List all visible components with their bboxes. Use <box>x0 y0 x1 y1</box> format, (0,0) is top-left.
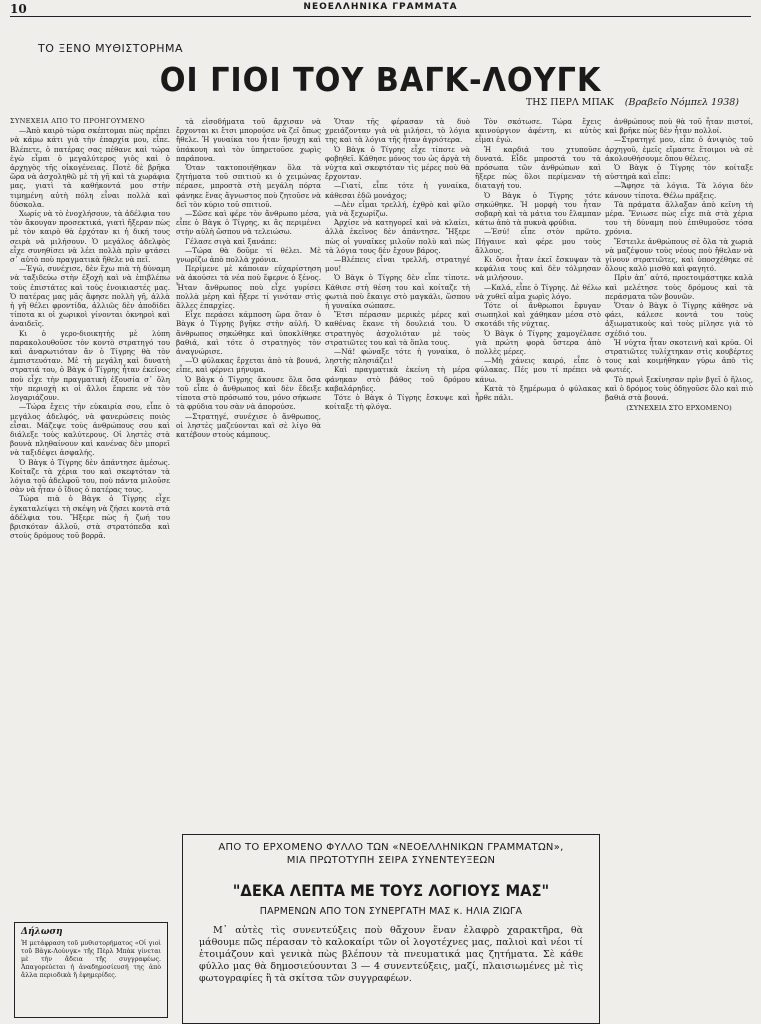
promo-box <box>182 834 600 1024</box>
paragraph: τὰ εἰσοδήματα τοῦ ἄρχισαν νὰ ἔρχονται κι ἔτσι μπορούσε νὰ ζεῖ ὅπως ἤθελε. Ἡ γυναίκα του ἦταν ἥσυχη καὶ ὑπάκουη καὶ τὸν ὑπηρετοῦσε χωρὶς παράπονα. <box>176 117 321 163</box>
paragraph: Ἡ καρδιά του χτυποῦσε δυνατά. Εἶδε μπροστά του τὰ πρόσωπα τῶν ἀνθρώπων καὶ ἤξερε πὼς ὅλοι περίμεναν τὴ διαταγή του. <box>475 144 601 191</box>
paragraph: Κι ὁ γερο-διοικητὴς μὲ λύπη παρακολουθοῦσε τὸν κοντὸ στρατηγό του καὶ ἀναρωτιόταν ἂν ὁ Τίγρης θὰ τὸν ἐμπιστευόταν. Μὲ τὴ μεγάλη καὶ δυνατὴ στρατιά του, ὁ Βὰγκ ὁ Τίγρης ἦταν ἐκεῖνος ποὺ εἶχε τὴν πραγματικὴ ἐξουσία σ᾿ ὅλη τὴν περιοχὴ κι οἱ ἄλλοι ἔπρεπε νὰ τὸν λογαριάζουν. <box>10 328 170 403</box>
paragraph: Καὶ πραγματικὰ ἐκείνη τὴ μέρα φάνηκαν στὸ βάθος τοῦ δρόμου καβαλάρηδες. <box>325 365 470 393</box>
paragraph: —Στρατηγέ μου, εἶπε ὁ ἀνιψιὸς τοῦ ἀρχηγοῦ, ἐμεῖς εἴμαστε ἕτοιμοι νὰ σὲ ἀκολουθήσουμε ὅπου θέλεις. <box>605 135 753 163</box>
paragraph: —Δὲν εἶμαι τρελλή, ἐχθρὸ καὶ φίλο γιὰ νὰ ξεχωρίζω. <box>325 199 470 219</box>
paragraph: —Ὁ φύλακας ἔρχεται ἀπὸ τὰ βουνά, εἶπε, καὶ φέρνει μήνυμα. <box>176 356 321 375</box>
promo-lead-line-1: ΑΠΟ ΤΟ ΕΡΧΟΜΕΝΟ ΦΥΛΛΟ ΤΩΝ «ΝΕΟΕΛΛΗΝΙΚΩΝ ΓΡΑΜΜΑΤΩΝ», <box>218 842 564 853</box>
author-line <box>526 97 739 108</box>
paragraph: Τὸ πρωὶ ξεκίνησαν πρὶν βγεῖ ὁ ἥλιος, καὶ ὁ δρόμος τοὺς ὁδηγοῦσε ὅλο καὶ πιὸ βαθιὰ στὰ βουνά. <box>605 374 753 403</box>
paragraph: Χωρίς νὰ τὸ ἐνοχλήσουν, τὰ ἀδέλφια του τὸν ἄκουγαν προσεκτικά, γιατὶ ἤξεραν πὼς μὲ τὸν καιρὸ θὰ ἐρχόταν κι ἡ δική τους σειρὰ νὰ μιλήσουν. Ὁ μεγάλος ἀδελφὸς εἶχε συνηθίσει νὰ λέει πολλὰ πρὶν φτάσει σ᾿ αὐτὸ ποὺ πραγματικὰ ἤθελε νὰ πεῖ. <box>10 209 170 265</box>
paragraph: Τότε ὁ Βὰγκ ὁ Τίγρης ἔσκυψε καὶ κοίταξε τὴ φλόγα. <box>325 393 470 412</box>
paragraph: Κατὰ τὸ ξημέρωμα ὁ φύλακας ἦρθε πάλι. <box>475 383 601 403</box>
paragraph: Περίμενε μὲ κάποιαν εὐχαρίστηση νὰ ἀκούσει τὰ νέα ποὺ ἔφερνε ὁ ξένος. Ἦταν ἄνθρωπος ποὺ εἶχε γυρίσει πολλὰ μέρη καὶ ἤξερε τί γινόταν στὶς ἄλλες ἐπαρχίες. <box>176 264 321 311</box>
award-note: (Βραβεῖο Νόμπελ 1938) <box>624 97 739 108</box>
section-label: ΤΟ ΞΕΝΟ ΜΥΘΙΣΤΟΡΗΜΑ <box>38 42 184 55</box>
promo-subtitle: ΠΑΡΜΕΝΩΝ ΑΠΟ ΤΟΝ ΣΥΝΕΡΓΑΤΗ ΜΑΣ κ. ΗΛΙΑ ΖΙΩΓΑ <box>259 906 523 917</box>
paragraph: Ἀρχίσε νὰ κατηγορεῖ καὶ νὰ κλαίει, ἀλλὰ ἐκεῖνος δὲν ἀπάντησε. Ἤξερε πὼς οἱ γυναῖκες μιλοῦν πολὺ καὶ πὼς τὰ λόγια τους δὲν ἔχουν βάρος. <box>325 218 470 255</box>
paragraph: Ὁ Βὰγκ ὁ Τίγρης δὲν ἀπάντησε ἀμέσως. Κοίταζε τὰ χέρια του καὶ σκεφτόταν τὰ λόγια τοῦ ἀδελφοῦ του, ποὺ πάντα μιλοῦσε σὰν νὰ ἦταν ὁ ἴδιος ὁ πατέρας τους. <box>10 457 170 495</box>
text-column-4 <box>475 117 601 827</box>
text-column-3 <box>325 117 470 827</box>
paragraph: —Σῶσε καὶ φέρε τὸν ἄνθρωπο μέσα, εἶπε ὁ Βὰγκ ὁ Τίγρης, κι ἂς περιμένει στὴν αὐλὴ ὥσπου νὰ τελειώσω. <box>176 209 321 237</box>
paragraph: Τὸν σκότωσε. Τώρα ἔχεις καινούργιον ἀφέντη, κι αὐτὸς εἶμαι ἐγώ. <box>475 117 601 145</box>
paragraph: Ἔστειλε ἀνθρώπους σὲ ὅλα τὰ χωριὰ νὰ μαζέψουν τοὺς νέους ποὺ ἤθελαν νὰ γίνουν στρατιῶτες, καὶ ὑποσχέθηκε σὲ ὅλους καλὸ μισθὸ καὶ φαγητό. <box>605 236 753 274</box>
paragraph: Ἔτσι πέρασαν μερικὲς μέρες καὶ καθένας ἔκανε τὴ δουλειά του. Ὁ στρατηγὸς ἀσχολιόταν μὲ τοὺς στρατιῶτες του καὶ τὰ ὅπλα τους. <box>325 310 470 347</box>
paragraph: Ἡ νύχτα ἦταν σκοτεινὴ καὶ κρύα. Οἱ στρατιῶτες τυλίχτηκαν στὶς κουβέρτες τους καὶ κοιμήθηκαν γύρω ἀπὸ τὶς φωτιές. <box>605 337 753 375</box>
paragraph: —Ἐγώ, συνέχισε, δὲν ἔχω πιὰ τὴ δύναμη νὰ ταξιδεύω στὴν ἐξοχὴ καὶ νὰ ἐπιβλέπω τοὺς ἐπιστάτες καὶ τοὺς ἐνοικιαστές μας. Ὁ πατέρας μας μᾶς ἄφησε πολλὴ γῆ, ἀλλὰ ἡ γῆ θέλει φροντίδα, ἀλλιῶς δὲν ἀποδίδει τίποτα κι οἱ χωρικοὶ γίνονται ὀκνηροὶ καὶ ἀναιδεῖς. <box>10 264 170 329</box>
paragraph: Ὁ Βὰγκ ὁ Τίγρης χαμογέλασε γιὰ πρώτη φορὰ ὕστερα ἀπὸ πολλὲς μέρες. <box>475 328 601 357</box>
paragraph: Πρὶν ἀπ᾿ αὐτό, προετοιμάστηκε καλὰ καὶ μελέτησε τοὺς δρόμους καὶ τὰ περάσματα τῶν βουνῶν. <box>605 273 753 301</box>
notice-title: Δήλωση <box>21 927 63 937</box>
paragraph: ἀνθρώπους ποὺ θὰ τοῦ ἦταν πιστοί, καὶ βρῆκε πὼς δὲν ἦταν πολλοί. <box>605 117 753 136</box>
paragraph: —Μὴ χάνεις καιρό, εἶπε ὁ φύλακας. Πές μου τί πρέπει νὰ κάνω. <box>475 356 601 384</box>
paragraph: —Τώρα θὰ δοῦμε τί θέλει. Μὲ γνωρίζω ἀπὸ πολλὰ χρόνια. <box>176 245 321 265</box>
text-column-2 <box>176 117 321 827</box>
page-number: 10 <box>10 2 27 16</box>
paragraph: Εἶχε περάσει κάμποση ὥρα ὅταν ὁ Βὰγκ ὁ Τίγρης βγῆκε στὴν αὐλή. Ὁ ἄνθρωπος σηκώθηκε καὶ ὑποκλίθηκε βαθιά, καὶ τότε ὁ στρατηγὸς τὸν ἀναγνώρισε. <box>176 310 321 357</box>
text-column-5 <box>605 117 753 983</box>
text-column-1 <box>10 117 170 917</box>
paragraph: —Καλά, εἶπε ὁ Τίγρης. Δὲ θέλω νὰ χυθεῖ αἷμα χωρὶς λόγο. <box>475 282 601 301</box>
page-header <box>10 2 751 17</box>
paragraph: Ὁ Βὰγκ ὁ Τίγρης τότε σηκώθηκε. Ἡ μορφὴ του ἦταν σοβαρὴ καὶ τὰ μάτια του ἔλαμπαν κάτω ἀπὸ τὰ πυκνὰ φρύδια. <box>475 190 601 228</box>
paragraph: —Άπὸ καιρὸ τώρα σκέπτομαι πὼς πρέπει νὰ κάμω κάτι γιὰ τὴν ἐπαρχία μου, εἶπε. Βλέπετε, ὁ πατέρας σας πέθανε καὶ τώρα ἐγὼ εἶμαι ὁ μεγαλύτερος γιὸς καὶ ὁ ἀρχηγὸς τῆς οἰκογένειας. Ποτὲ δὲ βρῆκα ὥρα νὰ ἀσχοληθῶ μὲ τὴ γῆ καὶ τὰ χωράφια μας, γιατὶ τὰ καθήκοντά μου στὴν τιμημένη αὐτὴ πόλη εἶναι πολλὰ καὶ δύσκολα. <box>10 126 170 209</box>
paragraph: Ὅταν τακτοποιήθηκαν ὅλα τὰ ζητήματα τοῦ σπιτιοῦ κι ὁ χειμώνας πέρασε, μπροστὰ στὴ μεγάλη πόρτα φάνηκε ἕνας ἄγνωστος ποὺ ζητοῦσε νὰ δεῖ τὸν κύριο τοῦ σπιτιοῦ. <box>176 163 321 209</box>
paragraph: —Στρατηγέ, συνέχισε ὁ ἄνθρωπος, οἱ ληστὲς μαζεύονται καὶ σὲ λίγο θὰ κατέβουν στοὺς κάμπους. <box>176 411 321 439</box>
paragraph: —Γιατί, εἶπε τότε ἡ γυναίκα, κάθεσαι ἐδῶ μονάχος; <box>325 181 470 200</box>
promo-title: "ΔΕΚΑ ΛΕΠΤΑ ΜΕ ΤΟΥΣ ΛΟΓΙΟΥΣ ΜΑΣ" <box>232 881 550 900</box>
paragraph: —Ἐσύ! εἶπε στὸν πρῶτο. Πήγαινε καὶ φέρε μου τοὺς ἄλλους. <box>475 227 601 255</box>
paragraph: Γέλασε σιγὰ καὶ ξανάπε: <box>185 236 277 246</box>
notice-box <box>14 922 168 1018</box>
paragraph: —Νά! φώναξε τότε ἡ γυναίκα, ὁ ληστὴς πλησιάζει! <box>325 347 470 366</box>
masthead: ΝΕΟΕΛΛΗΝΙΚΑ ΓΡΑΜΜΑΤΑ <box>303 2 458 12</box>
paragraph: —Ἄφησε τὰ λόγια. Τὰ λόγια δὲν κάνουν τίποτα. Θέλω πράξεις. <box>605 181 753 200</box>
paragraph: Ὁ Βὰγκ ὁ Τίγρης εἶχε τίποτε νὰ φοβηθεῖ. Κάθησε μόνος του ὡς ἀργὰ τὴ νύχτα καὶ σκεφτόταν τὶς μέρες ποὺ θὰ ἔρχονταν. <box>325 144 470 182</box>
paragraph: Κι ὅσοι ἦταν ἐκεῖ ἔσκυψαν τὰ κεφάλια τους καὶ δὲν τόλμησαν νὰ μιλήσουν. <box>475 255 601 283</box>
author-name: ΤΗΣ ΠΕΡΛ ΜΠΑΚ <box>525 97 614 108</box>
paragraph: Τώρα πιὰ ὁ Βὰγκ ὁ Τίγρης εἶχε ἐγκαταλείψει τὴ σκέψη νὰ ζήσει κοντὰ στὰ ἀδέλφια του. Ἤξερε πὼς ἡ ζωή του βρισκόταν ἀλλοῦ, στὰ στρατόπεδα καὶ στοὺς δρόμους τοῦ βορρᾶ. <box>10 494 170 541</box>
paragraph: —Βλέπεις εἶναι τρελλή, στρατηγέ μου! <box>325 255 470 274</box>
paragraph: Ὅταν ὁ Βὰγκ ὁ Τίγρης κάθησε νὰ φάει, κάλεσε κοντά του τοὺς ἀξιωματικοὺς καὶ τοὺς μίλησε γιὰ τὸ σχέδιό του. <box>605 301 753 338</box>
article-title: ΟΙ ΓΙΟΙ ΤΟΥ ΒΑΓΚ-ΛΟΥΓΚ <box>159 60 602 99</box>
paragraph: Τότε οἱ ἄνθρωποι ἔφυγαν σιωπηλοὶ καὶ χάθηκαν μέσα στὸ σκοτάδι τῆς νύχτας. <box>475 301 601 329</box>
promo-body: Μ᾿ αὐτὲς τὶς συνεντεύξεις ποὺ θἄχουν ἕναν ἐλαφρὸ χαρακτῆρα, θὰ μάθουμε πῶς πέρασαν τὸ καλοκαίρι τῶν οἱ λογοτέχνες μας, παλιοὶ καὶ νέοι τί ἑτοιμάζουν καὶ γενικὰ πὼς βλέπουν τὰ πνευματικά μας ζητήματα. Σὲ κάθε φύλλο μας θὰ δημοσιεύουνται 3 — 4 συνεντεύξεις, μαζί, πλαισιωμένες μὲ τὶς φωτογραφίες ἢ τὰ σκίτσα τῶν συγγραφέων. <box>199 925 583 984</box>
paragraph: Ὁ Βὰγκ ὁ Τίγρης ἄκουσε ὅλα ὅσα τοῦ εἶπε ὁ ἄνθρωπος καὶ δὲν ἔδειξε τίποτα στὸ πρόσωπό του, μόνο σήκωσε τὰ φρύδια του σὰν νὰ ἀπορούσε. <box>176 374 321 412</box>
paragraph: Ὅταν τῆς φέρασαν τὰ δυὸ χρειάζονταν γιὰ νὰ μιλήσει, τὸ λόγια της καὶ τὰ λόγια τῆς ἦταν ἀγριότερα. <box>325 117 470 145</box>
continued-from-label: ΣΥΝΕΧΕΙΑ ΑΠΟ ΤΟ ΠΡΟΗΓΟΥΜΕΝΟ <box>10 117 145 125</box>
paragraph: Ὁ Βὰγκ ὁ Τίγρης δὲν εἶπε τίποτε. Κάθισε στὴ θέση του καὶ κοίταζε τὴ φωτιὰ ποὺ ἔκαιγε στὸ μαγκάλι, ὥσπου ἡ γυναίκα σώπασε. <box>325 273 470 311</box>
notice-text: Ἡ μετάφραση τοῦ μυθιστορήματος «Οἱ γιοὶ τοῦ Βὰγκ-Λοὺνγκ» τῆς Πὲρλ Μπὰκ γίνεται μὲ τὴν ἄδεια τῆς συγγραφέως. Ἀπαγορεύεται ἡ ἀναδημοσίευσή της ἀπὸ ἄλλα περιοδικὰ ἢ ἐφημερίδες. <box>21 940 161 979</box>
paragraph: —Τώρα ἔχεις τὴν εὐκαιρία σου, εἶπε ὁ μεγάλος ἀδελφός, νὰ φανερώσεις ποιὸς εἶσαι. Μάζεψε τοὺς ἀνθρώπους σου καὶ διάλεξε τοὺς καλύτερους. Οἱ ληστὲς στὰ βουνὰ πληθαίνουν καὶ κανένας δὲν μπορεῖ νὰ ταξιδέψει ἀσφαλής. <box>10 402 170 458</box>
continued-label: (ΣΥΝΕΧΕΙΑ ΣΤΟ ΕΡΧΟΜΕΝΟ) <box>626 404 732 413</box>
promo-lead-line-2: ΜΙΑ ΠΡΩΤΟΤΥΠΗ ΣΕΙΡΑ ΣΥΝΕΝΤΕΥΞΕΩΝ <box>286 855 496 866</box>
paragraph: Τὰ πράματα ἄλλαξαν ἀπὸ κεῖνη τὴ μέρα. Ἔνιωσε πὼς εἶχε πιὰ στὰ χέρια του τὴ δύναμη ποὺ ἐπιθυμοῦσε τόσα χρόνια. <box>605 199 753 237</box>
paragraph: Ὁ Βὰγκ ὁ Τίγρης τὸν κοίταξε αὐστηρὰ καὶ εἶπε: <box>605 163 753 182</box>
